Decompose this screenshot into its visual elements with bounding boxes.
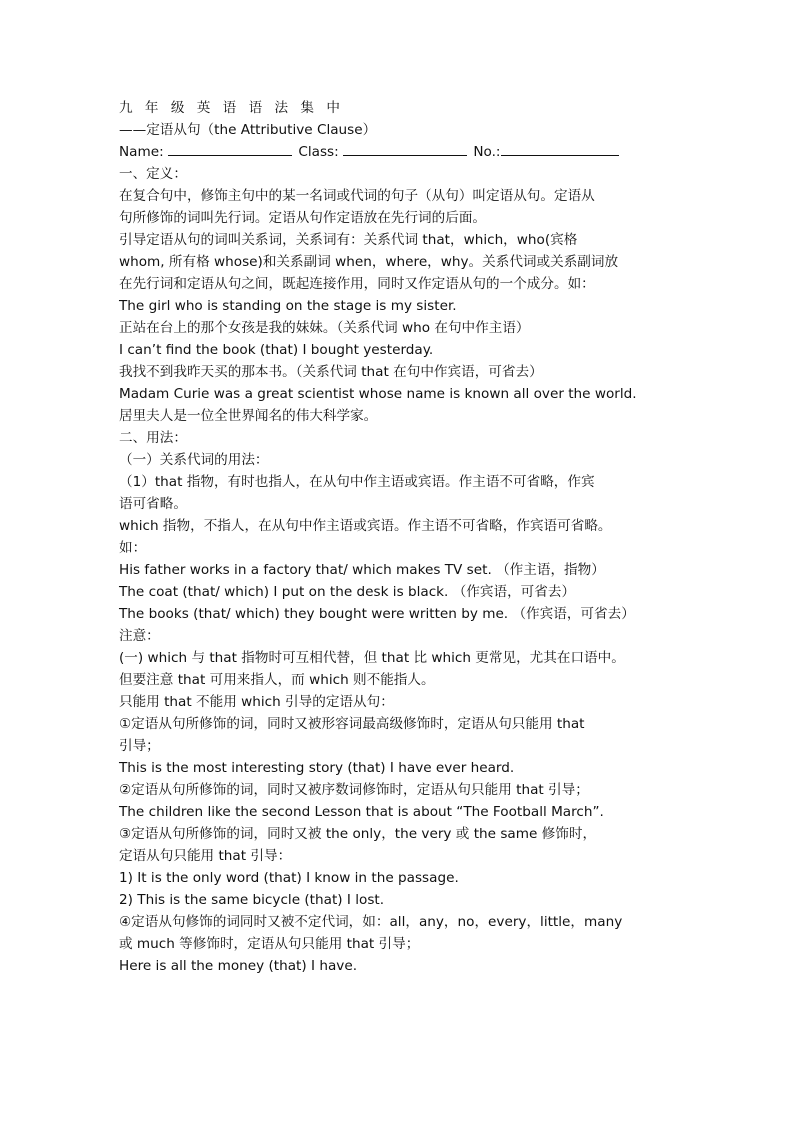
example-sentence: 1) It is the only word (that) I know in the passage. (119, 870, 459, 886)
text-line: 或 much 等修饰时，定语从句只能用 that 引导； (119, 936, 420, 952)
note-heading: 注意： (119, 628, 160, 644)
example-translation: 正站在台上的那个女孩是我的妹妹。（关系代词 who 在句中作主语） (119, 320, 530, 336)
rule-line: ③定语从句所修饰的词，同时又被 the only，the very 或 the same 修饰时， (119, 826, 597, 842)
section-heading-definition: 一、定义： (119, 166, 187, 182)
text-line: 引导； (119, 738, 160, 754)
no-label: No.: (473, 144, 501, 160)
section-heading-usage: 二、用法： (119, 430, 187, 446)
example-sentence: This is the most interesting story (that) I have ever heard. (119, 760, 515, 776)
rule-line: ②定语从句所修饰的词，同时又被序数词修饰时，定语从句只能用 that 引导； (119, 782, 589, 798)
rule-line: ④定语从句修饰的词同时又被不定代词，如：all，any，no，every，little，many (119, 914, 623, 930)
text-line: 引导定语从句的词叫关系词，关系词有：关系代词 that，which，who(宾格 (119, 232, 578, 248)
example-sentence: The coat (that/ which) I put on the desk is black. （作宾语，可省去） (119, 584, 576, 600)
text-line: 在先行词和定语从句之间，既起连接作用，同时又作定语从句的一个成分。如： (119, 276, 595, 292)
document-page (119, 97, 689, 977)
rule-line: ①定语从句所修饰的词，同时又被形容词最高级修饰时，定语从句只能用 that (119, 716, 585, 732)
example-sentence: The books (that/ which) they bought were written by me. （作宾语，可省去） (119, 606, 635, 622)
name-blank[interactable] (168, 141, 292, 156)
doc-title: 九 年 级 英 语 语 法 集 中 (119, 100, 344, 116)
student-info-line (119, 141, 689, 163)
class-blank[interactable] (343, 141, 467, 156)
subsection-heading: （一）关系代词的用法： (119, 452, 269, 468)
example-translation: 我找不到我昨天买的那本书。（关系代词 that 在句中作宾语，可省去） (119, 364, 543, 380)
text-line: 语可省略。 (119, 496, 187, 512)
name-label: Name: (119, 144, 164, 160)
example-translation: 居里夫人是一位全世界闻名的伟大科学家。 (119, 408, 378, 424)
doc-subtitle: ——定语从句（the Attributive Clause） (119, 122, 377, 138)
text-line: 定语从句只能用 that 引导： (119, 848, 292, 864)
text-line: 句所修饰的词叫先行词。定语从句作定语放在先行词的后面。 (119, 210, 487, 226)
example-sentence: Madam Curie was a great scientist whose name is known all over the world. (119, 386, 637, 402)
example-sentence: I can’t find the book (that) I bought yesterday. (119, 342, 434, 358)
no-blank[interactable] (501, 141, 619, 156)
text-line: （1）that 指物，有时也指人，在从句中作主语或宾语。作主语不可省略，作宾 (119, 474, 595, 490)
example-sentence: 2) This is the same bicycle (that) I lost. (119, 892, 385, 908)
example-sentence: Here is all the money (that) I have. (119, 958, 358, 974)
text-line: which 指物，不指人，在从句中作主语或宾语。作主语不可省略，作宾语可省略。 (119, 518, 612, 534)
example-sentence: His father works in a factory that/ which makes TV set. （作主语，指物） (119, 562, 605, 578)
text-line: 如： (119, 540, 147, 556)
example-sentence: The girl who is standing on the stage is my sister. (119, 298, 457, 314)
text-line: (一) which 与 that 指物时可互相代替，但 that 比 which 更常见，尤其在口语中。 (119, 650, 625, 666)
text-line: 在复合句中，修饰主句中的某一名词或代词的句子（从句）叫定语从句。定语从 (119, 188, 595, 204)
text-line: 但要注意 that 可用来指人，而 which 则不能指人。 (119, 672, 435, 688)
text-line: whom, 所有格 whose)和关系副词 when，where，why。关系代词或关系副词放 (119, 254, 619, 270)
class-label: Class: (298, 144, 339, 160)
text-line: 只能用 that 不能用 which 引导的定语从句： (119, 694, 394, 710)
example-sentence: The children like the second Lesson that is about “The Football March”. (119, 804, 604, 820)
